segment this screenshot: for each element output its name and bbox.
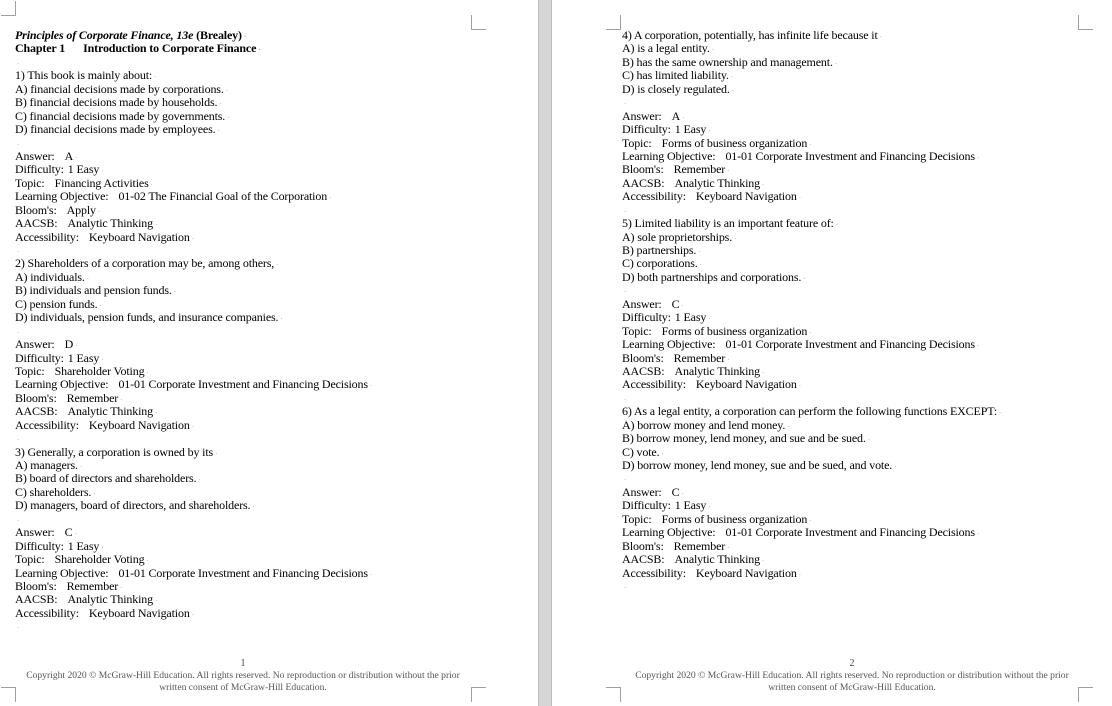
answer-option: B) borrow money, lend money, and sue and be sued. · bbox=[622, 431, 870, 446]
meta-topic: Topic: Forms of business organization · bbox=[622, 511, 812, 526]
meta-value: 1 Easy bbox=[67, 350, 100, 365]
chapter-label: Chapter 1 bbox=[15, 41, 66, 56]
meta-label: Bloom's: bbox=[15, 390, 57, 405]
meta-value: 1 Easy bbox=[674, 498, 707, 513]
empty-paragraph: · bbox=[17, 516, 20, 525]
question-stem: 2) Shareholders of a corporation may be, among others, · bbox=[15, 256, 279, 271]
meta-value: 1 Easy bbox=[674, 122, 707, 137]
meta-label: AACSB: bbox=[15, 216, 58, 231]
meta-accessibility: Accessibility: Keyboard Navigation · bbox=[15, 417, 194, 432]
meta-blooms: Bloom's: Apply · bbox=[15, 202, 101, 217]
meta-topic: Topic: Financing Activities · bbox=[15, 175, 153, 190]
meta-label: Answer: bbox=[622, 296, 662, 311]
meta-label: Answer: bbox=[622, 484, 662, 499]
meta-answer: Answer: A · bbox=[622, 108, 685, 123]
meta-label: Topic: bbox=[622, 511, 652, 526]
meta-label: Bloom's: bbox=[622, 350, 664, 365]
answer-option: B) individuals and pension funds. · bbox=[15, 283, 176, 298]
answer-option: C) financial decisions made by governments. · bbox=[15, 108, 230, 123]
empty-paragraph: · bbox=[17, 328, 20, 337]
meta-value: Keyboard Navigation bbox=[695, 189, 797, 204]
meta-value: 01-01 Corporate Investment and Financing Decisions bbox=[725, 337, 975, 352]
meta-value: Keyboard Navigation bbox=[695, 377, 797, 392]
answer-option: C) has limited liability. · bbox=[622, 68, 733, 83]
answer-option: D) is closely regulated. · bbox=[622, 81, 734, 96]
book-author: (Brealey) bbox=[193, 28, 242, 42]
answer-option: C) pension funds. · bbox=[15, 296, 102, 311]
meta-aacsb: AACSB: Analytic Thinking · bbox=[15, 592, 158, 607]
empty-paragraph: · bbox=[17, 140, 20, 149]
meta-value: Keyboard Navigation bbox=[88, 417, 190, 432]
page-2-text[interactable] bbox=[622, 29, 1001, 593]
meta-label: Accessibility: bbox=[622, 565, 686, 580]
meta-aacsb: AACSB: Analytic Thinking · bbox=[15, 404, 158, 419]
answer-option: B) has the same ownership and management. · bbox=[622, 54, 837, 69]
copyright-line: Copyright 2020 © McGraw-Hill Education. All rights reserved. No reproduction or distribution without the prior bbox=[635, 670, 1069, 681]
meta-aacsb: AACSB: Analytic Thinking · bbox=[622, 363, 765, 378]
empty-paragraph: · bbox=[624, 100, 627, 109]
meta-label: AACSB: bbox=[15, 592, 58, 607]
meta-label: Answer: bbox=[15, 148, 55, 163]
answer-option: B) partnerships. · bbox=[622, 243, 701, 257]
meta-answer: Answer: C · bbox=[15, 525, 77, 540]
empty-paragraph: · bbox=[624, 583, 627, 592]
meta-value: Analytic Thinking bbox=[67, 592, 154, 607]
meta-topic: Topic: Forms of business organization · bbox=[622, 135, 812, 150]
page-number: 2 bbox=[849, 658, 855, 669]
meta-blooms: Bloom's: Remember · bbox=[15, 578, 123, 593]
question-stem: 5) Limited liability is an important feature of: · bbox=[622, 216, 838, 231]
meta-aacsb: AACSB: Analytic Thinking · bbox=[15, 216, 158, 231]
meta-value: A bbox=[64, 148, 74, 163]
meta-value: 1 Easy bbox=[67, 162, 100, 177]
meta-label: Difficulty: bbox=[15, 538, 64, 553]
meta-accessibility: Accessibility: Keyboard Navigation · bbox=[15, 229, 194, 244]
meta-label: Learning Objective: bbox=[15, 189, 109, 204]
meta-accessibility: Accessibility: Keyboard Navigation · bbox=[622, 377, 801, 392]
meta-label: Difficulty: bbox=[15, 162, 64, 177]
crop-mark bbox=[606, 687, 621, 702]
meta-topic: Topic: Forms of business organization · bbox=[622, 323, 812, 338]
answer-option: C) corporations. · bbox=[622, 256, 702, 271]
meta-value: Analytic Thinking bbox=[67, 216, 154, 231]
meta-label: Learning Objective: bbox=[622, 148, 716, 163]
empty-paragraph: · bbox=[17, 436, 20, 445]
question-block bbox=[622, 217, 1001, 392]
meta-value: Analytic Thinking bbox=[67, 404, 154, 419]
answer-option: D) borrow money, lend money, sue and be sued, and vote. · bbox=[622, 458, 897, 472]
page-gutter bbox=[538, 0, 552, 706]
meta-difficulty: Difficulty: 1 Easy · bbox=[15, 350, 104, 365]
meta-label: Learning Objective: bbox=[622, 337, 716, 352]
question-block bbox=[622, 29, 1001, 204]
crop-mark bbox=[1078, 15, 1093, 30]
meta-label: Bloom's: bbox=[622, 538, 664, 553]
answer-option: A) financial decisions made by corporations. · bbox=[15, 81, 228, 96]
answer-option: B) financial decisions made by households. · bbox=[15, 95, 222, 110]
meta-blooms: Bloom's: Remember · bbox=[622, 350, 730, 365]
meta-label: Bloom's: bbox=[622, 162, 664, 177]
meta-label: Answer: bbox=[15, 337, 55, 352]
meta-label: Accessibility: bbox=[622, 189, 686, 204]
meta-value: Keyboard Navigation bbox=[88, 605, 190, 620]
meta-difficulty: Difficulty: 1 Easy · bbox=[622, 310, 711, 325]
question-block bbox=[15, 257, 372, 432]
meta-learning-objective: Learning Objective: 01-02 The Financial Goal of the Corporation · bbox=[15, 189, 332, 204]
meta-difficulty: Difficulty: 1 Easy · bbox=[15, 162, 104, 177]
meta-value: 01-01 Corporate Investment and Financing Decisions bbox=[725, 525, 975, 540]
chapter-title: Introduction to Corporate Finance bbox=[83, 41, 257, 56]
meta-label: Difficulty: bbox=[622, 310, 671, 325]
meta-label: Topic: bbox=[15, 175, 45, 190]
meta-answer: Answer: C · bbox=[622, 296, 684, 311]
meta-learning-objective: Learning Objective: 01-01 Corporate Investment and Financing Decisions · bbox=[622, 525, 980, 540]
page-1-text[interactable] bbox=[15, 29, 372, 634]
meta-value: Apply bbox=[66, 202, 96, 217]
answer-option: C) shareholders. · bbox=[15, 484, 96, 499]
meta-label: Answer: bbox=[15, 525, 55, 540]
meta-aacsb: AACSB: Analytic Thinking · bbox=[622, 175, 765, 190]
meta-learning-objective: Learning Objective: 01-01 Corporate Investment and Financing Decisions · bbox=[622, 148, 980, 163]
meta-learning-objective: Learning Objective: 01-01 Corporate Investment and Financing Decisions · bbox=[15, 565, 373, 580]
answer-option: D) both partnerships and corporations. · bbox=[622, 269, 806, 284]
page-footer bbox=[622, 658, 1082, 694]
meta-value: Forms of business organization bbox=[661, 135, 808, 150]
answer-option: D) financial decisions made by employees. · bbox=[15, 122, 220, 137]
document-page-1 bbox=[0, 0, 538, 706]
meta-value: Analytic Thinking bbox=[674, 363, 761, 378]
empty-paragraph: · bbox=[17, 624, 20, 633]
meta-value: D bbox=[64, 337, 74, 352]
meta-value: Remember bbox=[66, 578, 119, 593]
meta-label: AACSB: bbox=[15, 404, 58, 419]
crop-mark bbox=[1, 1, 16, 16]
meta-value: C bbox=[671, 296, 680, 311]
meta-difficulty: Difficulty: 1 Easy · bbox=[15, 538, 104, 553]
meta-value: Remember bbox=[673, 538, 726, 553]
answer-option: B) board of directors and shareholders. · bbox=[15, 471, 201, 486]
answer-option: D) individuals, pension funds, and insurance companies. · bbox=[15, 310, 283, 325]
meta-value: Shareholder Voting bbox=[54, 363, 145, 378]
meta-answer: Answer: A · bbox=[15, 148, 78, 163]
meta-value: Remember bbox=[673, 162, 726, 177]
question-stem: 1) This book is mainly about: · bbox=[15, 68, 157, 83]
meta-label: AACSB: bbox=[622, 175, 665, 190]
meta-label: Learning Objective: bbox=[15, 377, 109, 392]
question-block bbox=[15, 446, 372, 621]
meta-difficulty: Difficulty: 1 Easy · bbox=[622, 498, 711, 513]
answer-option: C) vote. · bbox=[622, 444, 664, 459]
meta-value: C bbox=[64, 525, 73, 540]
page-number: 1 bbox=[240, 658, 246, 669]
meta-difficulty: Difficulty: 1 Easy · bbox=[622, 122, 711, 137]
meta-value: Forms of business organization bbox=[661, 511, 808, 526]
chapter-heading: Chapter 1 Introduction to Corporate Finance · bbox=[15, 41, 261, 56]
meta-value: Keyboard Navigation bbox=[88, 229, 190, 244]
meta-value: Remember bbox=[673, 350, 726, 365]
meta-label: Topic: bbox=[622, 135, 652, 150]
meta-label: Answer: bbox=[622, 108, 662, 123]
empty-paragraph: · bbox=[17, 59, 20, 68]
meta-accessibility: Accessibility: Keyboard Navigation · bbox=[622, 189, 801, 204]
meta-label: AACSB: bbox=[622, 552, 665, 567]
meta-value: A bbox=[671, 108, 681, 123]
meta-value: C bbox=[671, 484, 680, 499]
meta-value: Analytic Thinking bbox=[674, 552, 761, 567]
page-footer bbox=[0, 658, 486, 694]
meta-label: Learning Objective: bbox=[15, 565, 109, 580]
meta-value: Remember bbox=[66, 390, 119, 405]
meta-label: Topic: bbox=[622, 323, 652, 338]
answer-option: A) is a legal entity. · bbox=[622, 41, 714, 56]
meta-label: Accessibility: bbox=[15, 417, 79, 432]
meta-blooms: Bloom's: Remember · bbox=[622, 162, 730, 177]
meta-label: Learning Objective: bbox=[622, 525, 716, 540]
empty-paragraph: · bbox=[624, 207, 627, 216]
meta-blooms: Bloom's: Remember · bbox=[15, 390, 123, 405]
meta-answer: Answer: C · bbox=[622, 484, 684, 499]
question-stem: 6) As a legal entity, a corporation can perform the following functions EXCEPT: · bbox=[622, 404, 1002, 419]
meta-learning-objective: Learning Objective: 01-01 Corporate Investment and Financing Decisions · bbox=[15, 377, 373, 392]
meta-label: Topic: bbox=[15, 552, 45, 567]
meta-accessibility: Accessibility: Keyboard Navigation · bbox=[622, 565, 801, 580]
answer-option: A) sole proprietorships. · bbox=[622, 229, 737, 244]
meta-value: 01-01 Corporate Investment and Financing Decisions bbox=[725, 148, 975, 163]
meta-value: Financing Activities bbox=[54, 175, 149, 190]
question-stem: 4) A corporation, potentially, has infinite life because it · bbox=[622, 28, 882, 42]
meta-value: 01-02 The Financial Goal of the Corporation bbox=[118, 189, 328, 204]
meta-topic: Topic: Shareholder Voting · bbox=[15, 363, 149, 378]
copyright-line: written consent of McGraw-Hill Education. bbox=[768, 682, 936, 693]
crop-mark bbox=[471, 15, 486, 30]
empty-paragraph: · bbox=[624, 395, 627, 404]
meta-label: Bloom's: bbox=[15, 578, 57, 593]
crop-mark bbox=[606, 15, 621, 30]
meta-value: 1 Easy bbox=[674, 310, 707, 325]
meta-value: 01-01 Corporate Investment and Financing Decisions bbox=[118, 377, 368, 392]
meta-label: Difficulty: bbox=[622, 498, 671, 513]
meta-blooms: Bloom's: Remember · bbox=[622, 538, 730, 553]
meta-label: Accessibility: bbox=[622, 377, 686, 392]
empty-paragraph: · bbox=[17, 248, 20, 256]
meta-topic: Topic: Shareholder Voting · bbox=[15, 552, 149, 567]
meta-label: AACSB: bbox=[622, 363, 665, 378]
meta-value: Analytic Thinking bbox=[674, 175, 761, 190]
answer-option: A) managers. · bbox=[15, 458, 83, 472]
question-stem: 3) Generally, a corporation is owned by its · bbox=[15, 444, 218, 459]
question-block bbox=[15, 69, 372, 244]
empty-paragraph: · bbox=[624, 476, 627, 485]
meta-value: 1 Easy bbox=[67, 538, 100, 553]
question-block bbox=[622, 405, 1001, 580]
book-title-line: Principles of Corporate Finance, 13e (Brealey) · bbox=[15, 28, 247, 42]
meta-accessibility: Accessibility: Keyboard Navigation · bbox=[15, 605, 194, 620]
meta-value: Keyboard Navigation bbox=[695, 565, 797, 580]
meta-value: Shareholder Voting bbox=[54, 552, 145, 567]
meta-aacsb: AACSB: Analytic Thinking · bbox=[622, 552, 765, 567]
answer-option: A) borrow money and lend money. · bbox=[622, 417, 790, 432]
book-title: Principles of Corporate Finance, 13e bbox=[15, 28, 194, 42]
meta-label: Difficulty: bbox=[15, 350, 64, 365]
answer-option: A) individuals. · bbox=[15, 269, 89, 284]
document-page-2 bbox=[552, 0, 1112, 706]
meta-answer: Answer: D · bbox=[15, 337, 78, 352]
meta-learning-objective: Learning Objective: 01-01 Corporate Investment and Financing Decisions · bbox=[622, 337, 980, 352]
copyright-line: written consent of McGraw-Hill Education. bbox=[159, 682, 327, 693]
meta-label: Difficulty: bbox=[622, 122, 671, 137]
answer-option: D) managers, board of directors, and shareholders. · bbox=[15, 498, 255, 513]
meta-label: Accessibility: bbox=[15, 229, 79, 244]
meta-label: Bloom's: bbox=[15, 202, 57, 217]
meta-value: 01-01 Corporate Investment and Financing Decisions bbox=[118, 565, 368, 580]
meta-label: Topic: bbox=[15, 363, 45, 378]
meta-value: Forms of business organization bbox=[661, 323, 808, 338]
empty-paragraph: · bbox=[624, 288, 627, 297]
copyright-line: Copyright 2020 © McGraw-Hill Education. All rights reserved. No reproduction or distribution without the prior bbox=[26, 670, 460, 681]
meta-label: Accessibility: bbox=[15, 605, 79, 620]
